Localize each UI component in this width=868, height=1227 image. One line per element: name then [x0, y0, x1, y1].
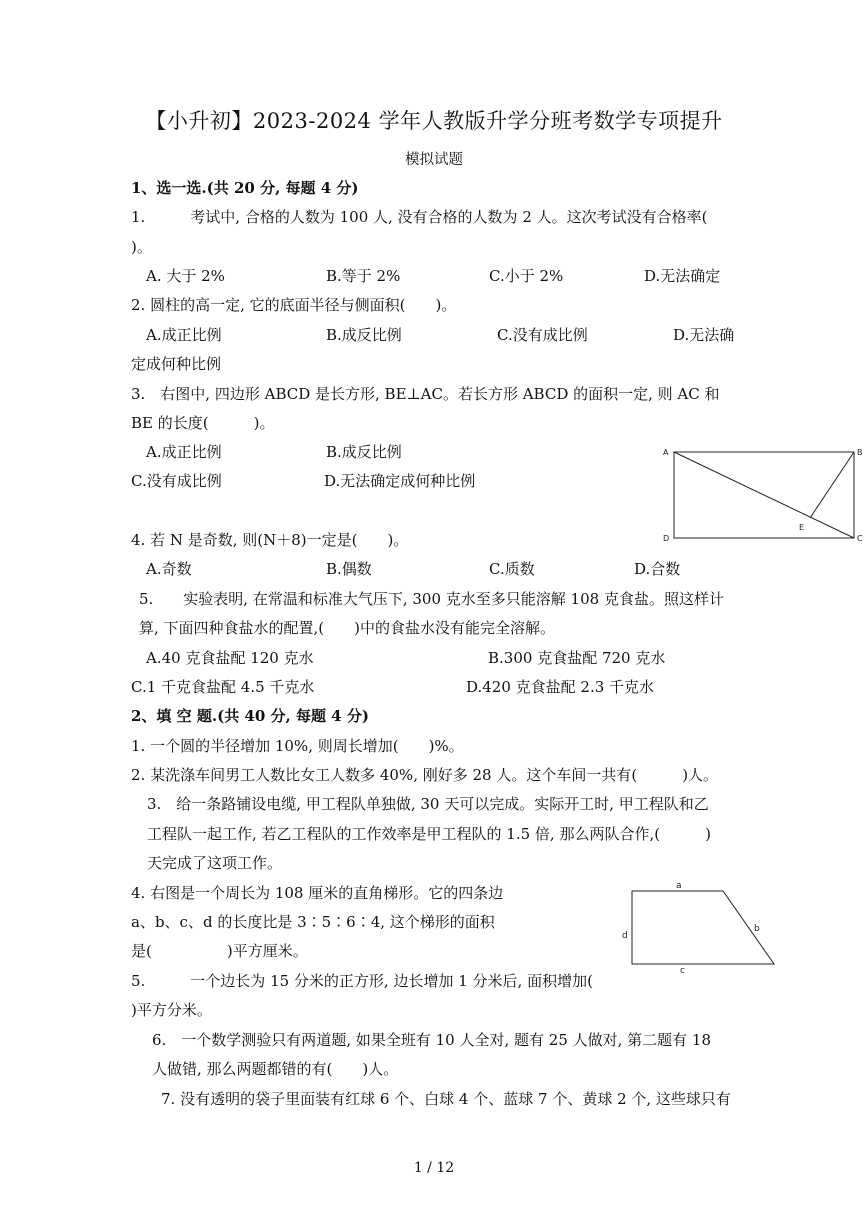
fill-q5-line1: 5. 一个边长为 15 分米的正方形, 边长增加 1 分米后, 面积增加( — [131, 972, 593, 990]
section2-heading: 2、填 空 题.(共 40 分, 每题 4 分) — [131, 707, 369, 725]
fill-q5-line2: )平方分米。 — [131, 1001, 212, 1019]
label-side-c: c — [680, 966, 685, 976]
q3-option-b: B.成反比例 — [326, 443, 402, 461]
page-subtitle: 模拟试题 — [405, 152, 463, 168]
section1-heading: 1、选一选.(共 20 分, 每题 4 分) — [131, 179, 359, 197]
q2-option-b: B.成反比例 — [326, 326, 402, 344]
q3-line1: 3. 右图中, 四边形 ABCD 是长方形, BE⊥AC。若长方形 ABCD 的面积一定, 则 AC 和 — [131, 385, 720, 403]
label-side-a: a — [676, 881, 682, 891]
fill-q7-line1: 7. 没有透明的袋子里面装有红球 6 个、白球 4 个、蓝球 7 个、黄球 2 个, 这些球只有 — [161, 1090, 731, 1108]
fill-q4-line2: a、b、c、d 的长度比是 3∶5∶6∶4, 这个梯形的面积 — [131, 913, 495, 931]
q1-option-b: B.等于 2% — [326, 267, 401, 285]
fill-q3-line1: 3. 给一条路铺设电缆, 甲工程队单独做, 30 天可以完成。实际开工时, 甲工程队和乙 — [147, 795, 709, 813]
q5-option-d: D.420 克食盐配 2.3 千克水 — [466, 678, 655, 696]
q2-option-d: D.无法确 — [673, 326, 735, 344]
q4-option-d: D.合数 — [634, 560, 681, 578]
q5-option-a: A.40 克食盐配 120 克水 — [146, 649, 314, 667]
label-d: D — [663, 534, 670, 543]
fill-q3-line3: 天完成了这项工作。 — [147, 854, 283, 872]
right-trapezoid — [632, 891, 774, 964]
q1-line2: )。 — [131, 238, 152, 256]
diagonal-ac — [674, 452, 854, 538]
right-trapezoid-figure — [618, 878, 783, 976]
q3-option-d: D.无法确定成何种比例 — [324, 472, 476, 490]
rectangle-abcd-figure — [660, 445, 865, 545]
label-side-b: b — [754, 924, 760, 934]
q5-option-c: C.1 千克食盐配 4.5 千克水 — [131, 678, 315, 696]
fill-q1: 1. 一个圆的半径增加 10%, 则周长增加( )%。 — [131, 737, 464, 755]
label-side-d: d — [622, 931, 628, 941]
page-number: 1 / 12 — [413, 1160, 455, 1176]
q1-option-a: A. 大于 2% — [146, 267, 225, 285]
q2-option-a: A.成正比例 — [146, 326, 222, 344]
q2-line-cont: 定成何种比例 — [131, 355, 222, 373]
q2-option-c: C.没有成比例 — [497, 326, 588, 344]
fill-q6-line2: 人做错, 那么两题都错的有( )人。 — [152, 1060, 399, 1078]
label-a: A — [663, 448, 669, 457]
label-b: B — [857, 448, 863, 457]
q4-option-a: A.奇数 — [146, 560, 192, 578]
fill-q4-line3: 是( )平方厘米。 — [131, 942, 308, 960]
q1-line1: 1. 考试中, 合格的人数为 100 人, 没有合格的人数为 2 人。这次考试没有合格率( — [131, 208, 708, 226]
q2-line1: 2. 圆柱的高一定, 它的底面半径与侧面积( )。 — [131, 296, 457, 314]
fill-q3-line2: 工程队一起工作, 若乙工程队的工作效率是甲工程队的 1.5 倍, 那么两队合作,( ) — [147, 825, 711, 843]
q5-line1: 5. 实验表明, 在常温和标准大气压下, 300 克水至多只能溶解 108 克食盐。照这样计 — [139, 590, 724, 608]
q4-option-c: C.质数 — [489, 560, 535, 578]
page-title: 【小升初】2023-2024 学年人教版升学分班考数学专项提升 — [145, 109, 723, 133]
label-c: C — [857, 534, 863, 543]
q4-line1: 4. 若 N 是奇数, 则(N＋8)一定是( )。 — [131, 531, 409, 549]
q3-option-a: A.成正比例 — [146, 443, 222, 461]
label-e: E — [799, 523, 805, 532]
fill-q4-line1: 4. 右图是一个周长为 108 厘米的直角梯形。它的四条边 — [131, 884, 504, 902]
q3-option-c: C.没有成比例 — [131, 472, 222, 490]
q1-option-c: C.小于 2% — [489, 267, 564, 285]
fill-q2: 2. 某洗涤车间男工人数比女工人数多 40%, 刚好多 28 人。这个车间一共有( )人。 — [131, 766, 719, 784]
q4-option-b: B.偶数 — [326, 560, 372, 578]
q5-line2: 算, 下面四种食盐水的配置,( )中的食盐水没有能完全溶解。 — [139, 619, 556, 637]
q5-option-b: B.300 克食盐配 720 克水 — [488, 649, 666, 667]
q1-option-d: D.无法确定 — [644, 267, 721, 285]
fill-q6-line1: 6. 一个数学测验只有两道题, 如果全班有 10 人全对, 题有 25 人做对, 第二题有 18 — [152, 1031, 712, 1049]
segment-be — [810, 452, 854, 518]
q3-line2: BE 的长度( )。 — [131, 414, 275, 432]
